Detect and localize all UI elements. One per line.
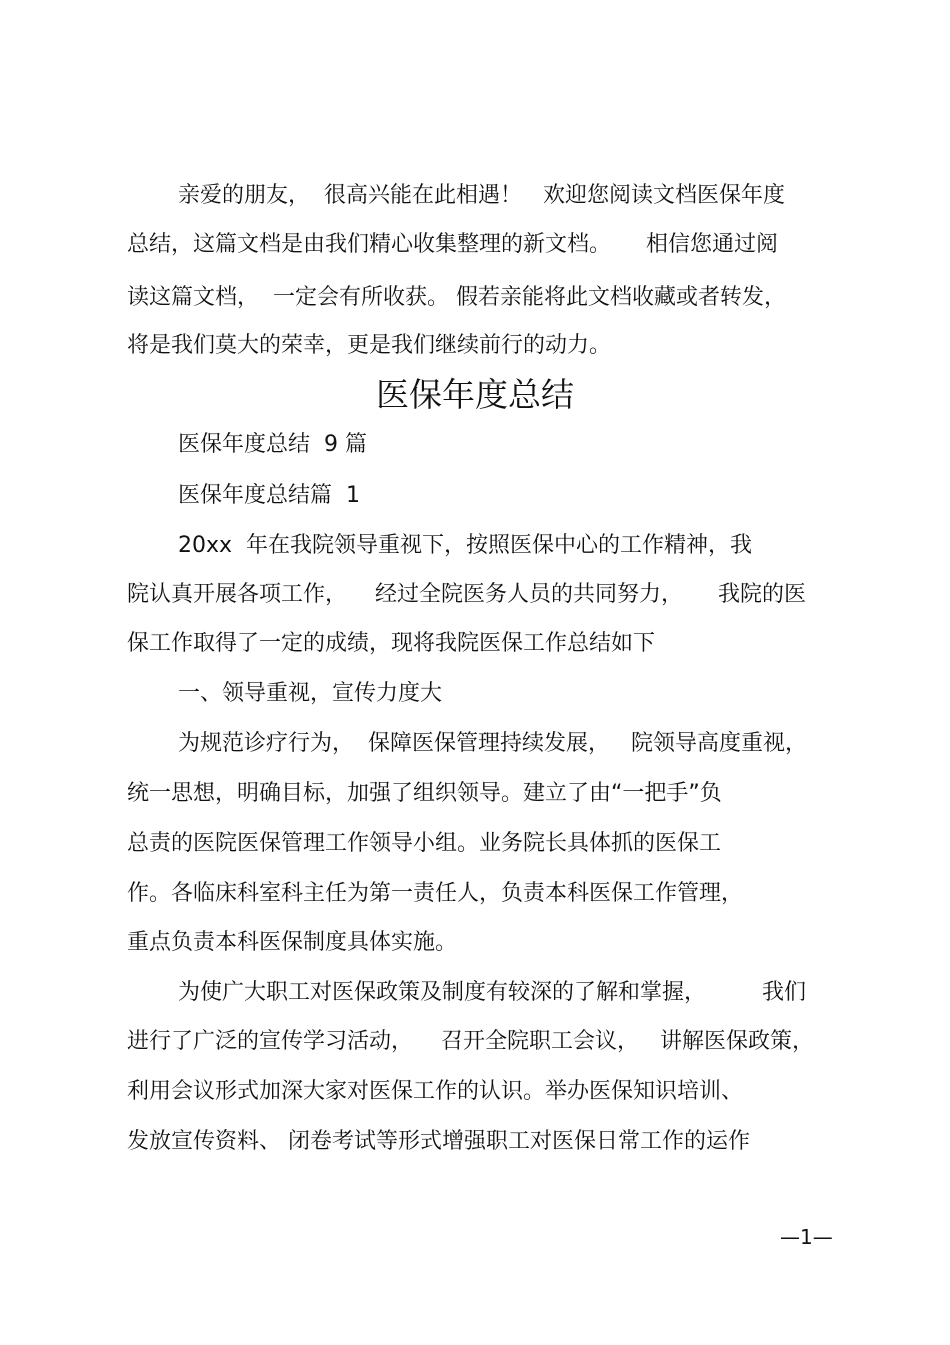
body-line-13: 发放宣传资料、 闭卷考试等形式增强职工对医保日常工作的运作	[127, 1129, 750, 1154]
body-line-3: 保工作取得了一定的成绩，现将我院医保工作总结如下	[127, 631, 656, 656]
body-line-8: 作。各临床科室科主任为第一责任人，负责本科医保工作管理，	[127, 881, 744, 906]
body-line-11: 进行了广泛的宣传学习活动， 召开全院职工会议， 讲解医保政策，	[127, 1029, 814, 1054]
body-line-5: 为规范诊疗行为， 保障医保管理持续发展， 院领导高度重视，	[178, 731, 807, 756]
body-line-1: 20xx 年在我院领导重视下，按照医保中心的工作精神，我	[178, 533, 753, 558]
section-title: 医保年度总结篇 1	[178, 483, 360, 508]
page-number: —1—	[780, 1225, 833, 1249]
body-line-6: 统一思想，明确目标，加强了组织领导。建立了由“一把手”负	[127, 781, 722, 806]
intro-line-1: 亲爱的朋友， 很高兴能在此相遇！ 欢迎您阅读文档医保年度	[178, 183, 785, 208]
intro-line-4: 将是我们莫大的荣幸，更是我们继续前行的动力。	[127, 333, 612, 358]
body-line-9: 重点负责本科医保制度具体实施。	[127, 930, 458, 955]
intro-line-3: 读这篇文档， 一定会有所收获。 假若亲能将此文档收藏或者转发，	[127, 285, 786, 310]
document-subtitle: 医保年度总结 9 篇	[178, 432, 367, 457]
body-line-7: 总责的医院医保管理工作领导小组。业务院长具体抓的医保工	[127, 831, 722, 856]
document-title: 医保年度总结	[376, 375, 574, 414]
body-line-12: 利用会议形式加深大家对医保工作的认识。举办医保知识培训、	[127, 1079, 744, 1104]
section-heading-1: 一、领导重视，宣传力度大	[178, 681, 443, 706]
body-line-10: 为使广大职工对医保政策及制度有较深的了解和掌握， 我们	[178, 980, 806, 1005]
intro-line-2: 总结，这篇文档是由我们精心收集整理的新文档。 相信您通过阅	[127, 232, 778, 257]
body-line-2: 院认真开展各项工作， 经过全院医务人员的共同努力， 我院的医	[127, 582, 806, 607]
